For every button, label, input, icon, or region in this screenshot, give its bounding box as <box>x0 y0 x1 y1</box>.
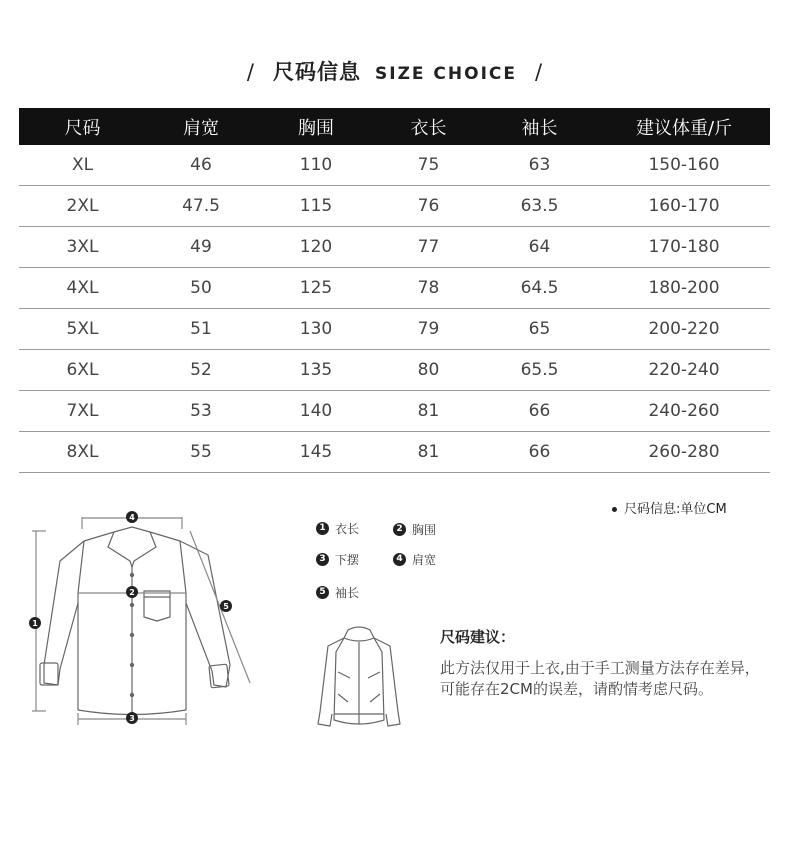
cell-weight: 180-200 <box>648 278 720 298</box>
cell-chest: 145 <box>299 442 333 462</box>
cell-sleeve: 63 <box>528 155 551 175</box>
cell-shoulder: 49 <box>190 237 212 257</box>
cell-chest: 110 <box>299 155 333 175</box>
cell-size: 8XL <box>66 442 99 462</box>
legend-item-length <box>316 520 359 537</box>
legend-item-shoulder <box>393 551 436 568</box>
cell-chest: 130 <box>299 319 333 339</box>
cell-sleeve: 66 <box>528 442 551 462</box>
cell-size: 4XL <box>66 278 99 298</box>
table-row <box>19 432 770 473</box>
cell-sleeve: 64.5 <box>520 278 559 298</box>
cell-size: XL <box>71 155 94 175</box>
marker-1: 1 <box>32 619 38 628</box>
cell-length: 78 <box>417 278 440 298</box>
header-sleeve: 袖长 <box>521 117 558 139</box>
cell-sleeve: 63.5 <box>520 196 559 216</box>
unit-note-text: 尺码信息:单位CM <box>624 502 727 517</box>
legend-label: 肩宽 <box>412 553 437 567</box>
cell-shoulder: 55 <box>190 442 212 462</box>
legend-number-5: 5 <box>316 586 329 599</box>
cell-length: 76 <box>417 196 440 216</box>
cell-weight: 240-260 <box>648 401 720 421</box>
advice-title: 尺码建议： <box>440 628 516 646</box>
cell-sleeve: 66 <box>528 401 551 421</box>
table-row <box>19 186 770 227</box>
cell-sleeve: 64 <box>528 237 551 257</box>
cell-shoulder: 51 <box>190 319 212 339</box>
cell-weight: 150-160 <box>648 155 720 175</box>
legend-number-2: 2 <box>393 523 406 536</box>
legend-label: 衣长 <box>335 522 360 536</box>
cell-sleeve: 65.5 <box>520 360 559 380</box>
cell-size: 2XL <box>66 196 99 216</box>
legend-number-3: 3 <box>316 553 329 566</box>
cell-chest: 140 <box>299 401 333 421</box>
cell-length: 79 <box>417 319 440 339</box>
marker-3: 3 <box>129 714 135 723</box>
cell-shoulder: 46 <box>190 155 212 175</box>
table-row <box>19 227 770 268</box>
header-weight: 建议体重/斤 <box>635 117 733 139</box>
advice-body: 此方法仅用于上衣,由于手工测量方法存在差异，可能存在2CM的误差，请酌情考虑尺码。 <box>440 659 760 698</box>
header-shoulder: 肩宽 <box>183 117 219 139</box>
marker-5: 5 <box>223 602 229 611</box>
cell-length: 75 <box>417 155 440 175</box>
shirt-diagram-icon <box>22 505 272 730</box>
cell-weight: 260-280 <box>648 442 720 462</box>
table-row <box>19 350 770 391</box>
cell-chest: 115 <box>299 196 333 216</box>
legend-item-chest <box>393 521 436 538</box>
cell-shoulder: 47.5 <box>182 196 220 216</box>
legend-item-hem <box>316 551 359 568</box>
table-header <box>19 108 770 145</box>
cell-length: 77 <box>417 237 440 257</box>
title-cn: 尺码信息 <box>273 60 361 84</box>
cell-shoulder: 50 <box>190 278 212 298</box>
cell-length: 81 <box>417 442 440 462</box>
table-row <box>19 391 770 432</box>
legend-label: 胸围 <box>412 523 437 537</box>
marker-4: 4 <box>129 513 135 522</box>
table-row <box>19 145 770 186</box>
bullet-icon <box>612 507 617 512</box>
legend-label: 袖长 <box>335 586 360 600</box>
cell-length: 81 <box>417 401 440 421</box>
legend-number-4: 4 <box>393 553 406 566</box>
legend-label: 下摆 <box>335 553 360 567</box>
marker-2: 2 <box>129 588 135 597</box>
cell-size: 7XL <box>66 401 99 421</box>
table-row <box>19 268 770 309</box>
cell-chest: 120 <box>299 237 333 257</box>
size-table <box>19 108 770 473</box>
title-en: SIZE CHOICE <box>375 64 517 84</box>
unit-note <box>612 498 727 517</box>
cell-shoulder: 52 <box>190 360 212 380</box>
cell-size: 6XL <box>66 360 99 380</box>
cell-weight: 200-220 <box>648 319 720 339</box>
cell-size: 5XL <box>66 319 99 339</box>
table-row <box>19 309 770 350</box>
cell-shoulder: 53 <box>190 401 212 421</box>
header-chest: 胸围 <box>298 117 334 139</box>
cell-weight: 160-170 <box>648 196 720 216</box>
cell-sleeve: 65 <box>528 319 551 339</box>
page-title <box>0 56 790 86</box>
legend-number-1: 1 <box>316 522 329 535</box>
title-slash-left: / <box>246 60 255 84</box>
cell-weight: 170-180 <box>648 237 720 257</box>
cell-size: 3XL <box>66 237 99 257</box>
title-slash-right: / <box>535 60 544 84</box>
cell-length: 80 <box>417 360 440 380</box>
jacket-icon <box>312 622 407 730</box>
header-length: 衣长 <box>410 117 447 139</box>
header-size: 尺码 <box>64 117 101 139</box>
cell-weight: 220-240 <box>648 360 720 380</box>
cell-chest: 135 <box>299 360 333 380</box>
cell-chest: 125 <box>299 278 333 298</box>
legend-item-sleeve <box>316 584 359 601</box>
